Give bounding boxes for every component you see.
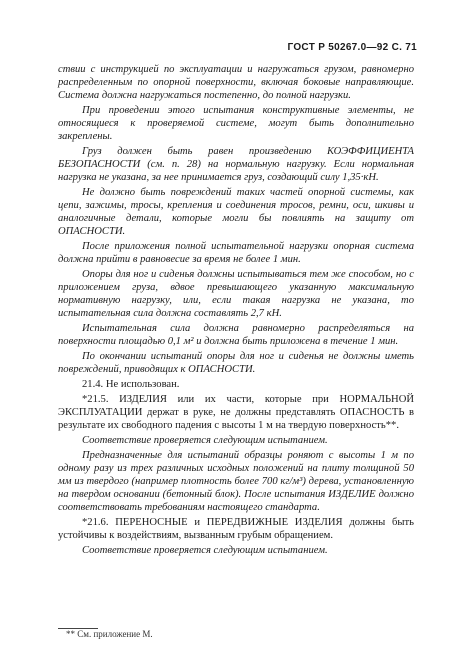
paragraph: *21.6. ПЕРЕНОСНЫЕ и ПЕРЕДВИЖНЫЕ ИЗДЕЛИЯ должны быть устойчивы к воздействиям, вызванным грубым обращением. — [58, 517, 414, 541]
paragraph: Не должно быть повреждений таких частей опорной системы, как цепи, зажимы, тросы, крепления и соединения тросов, ремни, оси, шкивы и аналогичные детали, которые могли бы повлиять на защиту от ОПАСНОСТИ. — [58, 187, 414, 237]
page-header: ГОСТ Р 50267.0—92 С. 71 — [287, 42, 417, 53]
paragraph: Груз должен быть равен произведению КОЭФФИЦИЕНТА БЕЗОПАСНОСТИ (см. п. 28) на нормальную нагрузку. Если нормальная нагрузка не указана, за нее принимается груз, создающий силу 1,35·кН. — [58, 146, 414, 183]
paragraph: 21.4. Не использован. — [82, 379, 180, 390]
paragraph: Предназначенные для испытаний образцы роняют с высоты 1 м по одному разу из трех различных исходных положений на плиту толщиной 50 мм из твердого (например плотность более 700 кг/м³) дерева, установленную на твердом основании (бетонный блок). После испытания ИЗДЕЛИЕ должно соответствовать требованиям настоящего стандарта. — [58, 450, 414, 513]
paragraph: *21.5. ИЗДЕЛИЯ или их части, которые при НОРМАЛЬНОЙ ЭКСПЛУАТАЦИИ держат в руке, не должны представлять ОПАСНОСТЬ в результате их свободного падения с высоты 1 м на твердую поверхность**. — [58, 394, 414, 431]
paragraph: Соответствие проверяется следующим испытанием. — [82, 545, 328, 556]
paragraph: По окончании испытаний опоры для ног и сиденья не должны иметь повреждений, приводящих к ОПАСНОСТИ. — [58, 351, 414, 375]
paragraph: При проведении этого испытания конструктивные элементы, не относящиеся к проверяемой системе, могут быть дополнительно закреплены. — [58, 105, 414, 142]
paragraph: После приложения полной испытательной нагрузки опорная система должна прийти в равновесие за время не более 1 мин. — [58, 241, 414, 265]
paragraph: Соответствие проверяется следующим испытанием. — [82, 435, 328, 446]
body-text — [58, 63, 414, 559]
paragraph: Опоры для ног и сиденья должны испытываться тем же способом, но с приложением груза, вдвое превышающего указанную максимальную нормативную нагрузку, или, если такая нагрузка не указана, то испытательная сила должна составлять 2,7 кН. — [58, 269, 414, 319]
paragraph: Испытательная сила должна равномерно распределяться на поверхности площадью 0,1 м² и должна быть приложена в течение 1 мин. — [58, 323, 414, 347]
footnote: ** См. приложение М. — [66, 629, 153, 639]
paragraph: ствии с инструкцией по эксплуатации и нагружаться грузом, равномерно распределенным по опорной поверхности, включая боковые направляющие. Система должна нагружаться постепенно, до полной нагрузки. — [58, 64, 414, 101]
